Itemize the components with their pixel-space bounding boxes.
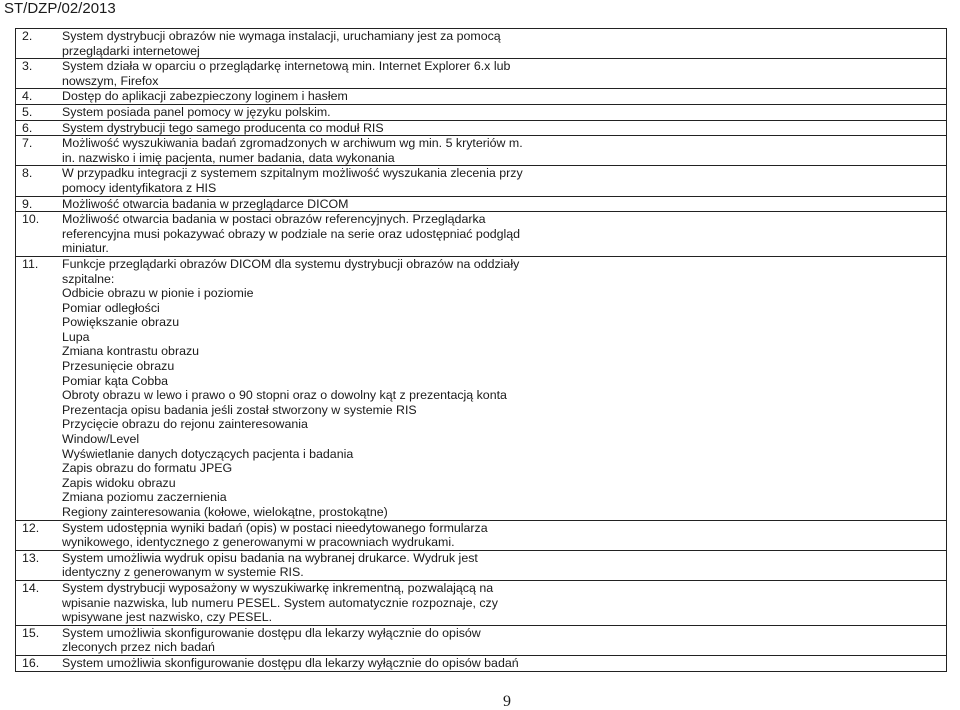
text-line: szpitalne: bbox=[62, 271, 115, 286]
table-row bbox=[16, 551, 946, 581]
text-line: Pomiar odległości bbox=[62, 300, 160, 315]
text-line: System dystrybucji wyposażony w wyszukiwarkę inkrementną, pozwalającą na bbox=[62, 580, 494, 595]
row-text bbox=[55, 656, 946, 671]
row-number: 16. bbox=[22, 655, 40, 670]
text-line: Prezentacja opisu badania jeśli został stworzony w systemie RIS bbox=[62, 402, 417, 417]
table-row bbox=[16, 136, 946, 166]
text-line: Zapis widoku obrazu bbox=[62, 475, 176, 490]
row-text bbox=[55, 581, 946, 625]
text-line: Pomiar kąta Cobba bbox=[62, 373, 169, 388]
row-text bbox=[55, 136, 946, 165]
text-line: Odbicie obrazu w pionie i poziomie bbox=[62, 286, 254, 301]
text-line: System działa w oparciu o przeglądarkę internetową min. Internet Explorer 6.x lub bbox=[62, 59, 511, 74]
row-number: 7. bbox=[22, 136, 33, 151]
text-line: Lupa bbox=[62, 329, 90, 344]
document-reference: ST/DZP/02/2013 bbox=[4, 0, 116, 17]
table-row bbox=[16, 29, 946, 59]
table-row bbox=[16, 197, 946, 213]
row-text bbox=[55, 197, 946, 212]
text-line: System dystrybucji obrazów nie wymaga instalacji, uruchamiany jest za pomocą bbox=[62, 29, 501, 43]
text-line: System posiada panel pomocy w języku polskim. bbox=[62, 104, 331, 119]
row-number: 12. bbox=[22, 520, 40, 535]
row-text bbox=[55, 121, 946, 136]
text-line: System umożliwia skonfigurowanie dostępu dla lekarzy wyłącznie do opisów badań bbox=[62, 655, 519, 670]
table-row bbox=[16, 581, 946, 626]
page-number: 9 bbox=[503, 693, 511, 710]
text-line: Przycięcie obrazu do rejonu zainteresowania bbox=[62, 417, 308, 432]
row-number: 9. bbox=[22, 196, 33, 211]
table-row bbox=[16, 121, 946, 137]
row-number: 3. bbox=[22, 59, 33, 74]
text-line: wpisanie nazwiska, lub numeru PESEL. System automatycznie rozpoznaje, czy bbox=[62, 595, 498, 610]
text-line: wpisywane jest nazwisko, czy PESEL. bbox=[62, 610, 273, 625]
text-line: Obroty obrazu w lewo i prawo o 90 stopni oraz o dowolny kąt z prezentacją konta bbox=[62, 388, 507, 403]
row-number: 4. bbox=[22, 89, 33, 104]
text-line: W przypadku integracji z systemem szpitalnym możliwość wyszukania zlecenia przy bbox=[62, 166, 523, 181]
text-line: Wyświetlanie danych dotyczących pacjenta i badania bbox=[62, 446, 354, 461]
text-line: pomocy identyfikatora z HIS bbox=[62, 180, 217, 195]
row-text bbox=[55, 29, 946, 58]
text-line: przeglądarki internetowej bbox=[62, 43, 200, 58]
row-number: 6. bbox=[22, 120, 33, 135]
text-line: wynikowego, identycznego z generowanymi w pracowniach wydrukami. bbox=[62, 535, 455, 550]
text-line: System udostępnia wyniki badań (opis) w postaci nieedytowanego formularza bbox=[62, 520, 488, 535]
text-line: miniatur. bbox=[62, 241, 109, 256]
row-text bbox=[55, 257, 946, 520]
table-row bbox=[16, 212, 946, 257]
row-text bbox=[55, 212, 946, 256]
text-line: identyczny z generowanym w systemie RIS. bbox=[62, 565, 304, 580]
text-line: referencyjna musi pokazywać obrazy w podziale na serie oraz udostępniać podgląd bbox=[62, 226, 521, 241]
text-line: zleconych przez nich badań bbox=[62, 640, 215, 655]
text-line: in. nazwisko i imię pacjenta, numer badania, data wykonania bbox=[62, 150, 395, 165]
table-row bbox=[16, 166, 946, 196]
text-line: Możliwość wyszukiwania badań zgromadzonych w archiwum wg min. 5 kryteriów m. bbox=[62, 136, 523, 151]
text-line: Zmiana kontrastu obrazu bbox=[62, 344, 200, 359]
text-line: Możliwość otwarcia badania w postaci obrazów referencyjnych. Przeglądarka bbox=[62, 212, 486, 227]
text-line: Dostęp do aplikacji zabezpieczony loginem i hasłem bbox=[62, 89, 348, 104]
text-line: Przesunięcie obrazu bbox=[62, 359, 175, 374]
text-line: System dystrybucji tego samego producenta co moduł RIS bbox=[62, 120, 384, 135]
text-line: Możliwość otwarcia badania w przeglądarce DICOM bbox=[62, 196, 349, 211]
table-row bbox=[16, 257, 946, 521]
text-line: Funkcje przeglądarki obrazów DICOM dla systemu dystrybucji obrazów na oddziały bbox=[62, 256, 520, 271]
requirements-table bbox=[15, 28, 947, 672]
table-row bbox=[16, 521, 946, 551]
row-number: 11. bbox=[22, 256, 39, 271]
text-line: System umożliwia wydruk opisu badania na wybranej drukarce. Wydruk jest bbox=[62, 550, 478, 565]
row-text bbox=[55, 551, 946, 580]
row-text bbox=[55, 521, 946, 550]
row-number: 2. bbox=[22, 29, 33, 43]
row-number: 14. bbox=[22, 580, 40, 595]
table-row bbox=[16, 59, 946, 89]
row-text bbox=[55, 626, 946, 655]
row-text bbox=[55, 166, 946, 195]
text-line: Zmiana poziomu zaczernienia bbox=[62, 490, 227, 505]
text-line: nowszym, Firefox bbox=[62, 73, 159, 88]
row-text bbox=[55, 105, 946, 120]
row-number: 10. bbox=[22, 212, 40, 227]
text-line: Regiony zainteresowania (kołowe, wielokątne, prostokątne) bbox=[62, 505, 388, 519]
text-line: Powiększanie obrazu bbox=[62, 315, 180, 330]
row-number: 15. bbox=[22, 625, 40, 640]
row-text bbox=[55, 89, 946, 104]
text-line: Zapis obrazu do formatu JPEG bbox=[62, 461, 233, 476]
row-number: 8. bbox=[22, 166, 33, 181]
row-text bbox=[55, 59, 946, 88]
table-row bbox=[16, 105, 946, 121]
table-row bbox=[16, 89, 946, 105]
table-row bbox=[16, 626, 946, 656]
table-row bbox=[16, 656, 946, 672]
row-number: 5. bbox=[22, 104, 33, 119]
row-number: 13. bbox=[22, 550, 40, 565]
text-line: Window/Level bbox=[62, 432, 140, 447]
text-line: System umożliwia skonfigurowanie dostępu dla lekarzy wyłącznie do opisów bbox=[62, 625, 481, 640]
